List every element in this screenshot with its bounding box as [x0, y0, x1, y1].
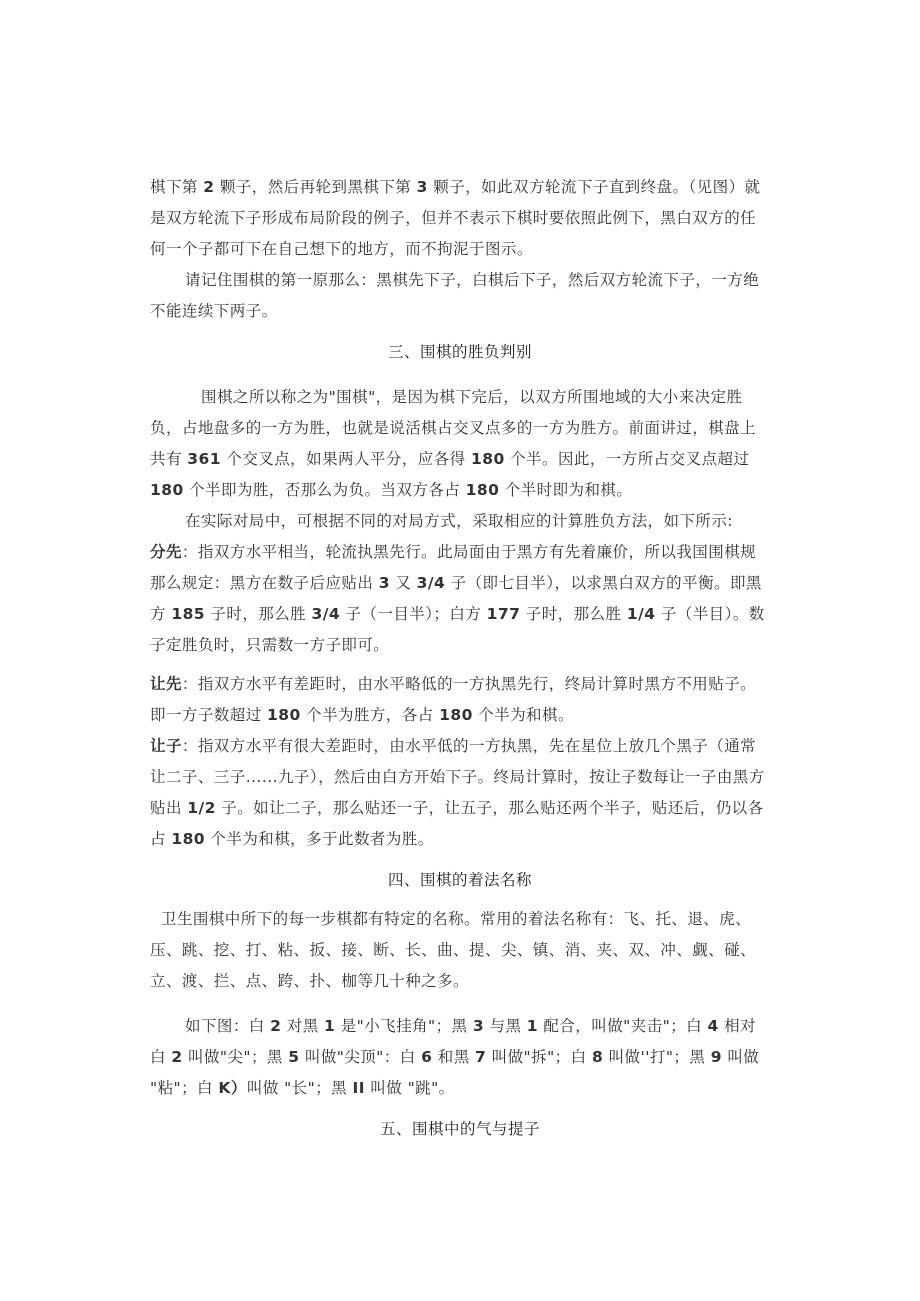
paragraph-scoring: 围棋之所以称之为"围棋"，是因为棋下完后，以双方所围地域的大小来决定胜负，占地盘多的一方为胜，也就是说活棋占交叉点多的一方为胜方。前面讲过，棋盘上共有 361 个交叉点，如果两人平分，应各得 180 个半。因此，一方所占交叉点超过 180 个半即为胜，否那么为负。当双方各占 180 个半时即为和棋。 — [150, 388, 757, 499]
paragraph-diagram-moves: 如下图：白 2 对黑 1 是"小飞挂角"；黑 3 与黑 1 配合，叫做"夹击"；白 4 相对白 2 叫做"尖"；黑 5 叫做"尖顶"：白 6 和黑 7 叫做"拆"；白 8 叫做''打"；黑 9 叫做 "粘"；白 K）叫做 "长"；黑 II 叫做 "跳"。 — [150, 1017, 760, 1097]
paragraph-move-names: 卫生围棋中所下的每一步棋都有特定的名称。常用的着法名称有：飞、托、退、虎、压、跳、挖、打、粘、扳、接、断、长、曲、提、尖、镇、消、夹、双、冲、觑、碰、立、渡、拦、点、跨、扑、枷等几十种之多。 — [150, 910, 757, 990]
paragraph-black-first: 让先：指双方水平有差距时，由水平略低的一方执黑先行，终局计算时黑方不用贴子。即一方子数超过 180 个半为胜方，各占 180 个半为和棋。 — [150, 675, 757, 724]
section-heading-liberties: 五、围棋中的气与提子 — [379, 1120, 540, 1138]
term-label: 让子 — [150, 737, 182, 755]
paragraph-even-game: 分先：指双方水平相当，轮流执黑先行。此局面由于黑方有先着廉价，所以我国围棋规那么规定：黑方在数子后应贴出 3 又 3/4 子（即七目半），以求黑白双方的平衡。即黑方 185 子时，那么胜 3/4 子（一目半）；白方 177 子时，那么胜 1/4 子（半目）。数子定胜负时，只需数一方子即可。 — [150, 543, 765, 654]
paragraph-turn-order: 棋下第 2 颗子，然后再轮到黑棋下第 3 颗子，如此双方轮流下子直到终盘。（见图）就是双方轮流下子形成布局阶段的例子，但并不表示下棋时要依照此例下，黑白双方的任何一个子都可下在自己想下的地方，而不拘泥于图示。 — [150, 178, 761, 258]
term-label: 让先 — [150, 675, 182, 693]
section-heading-win-loss: 三、围棋的胜负判别 — [387, 343, 532, 361]
section-heading-move-names: 四、围棋的着法名称 — [387, 871, 532, 889]
paragraph-first-principle: 请记住围棋的第一原那么：黑棋先下子，白棋后下子，然后双方轮流下子，一方绝不能连续下两子。 — [150, 271, 760, 320]
paragraph-actual-play: 在实际对局中，可根据不同的对局方式，采取相应的计算胜负方法，如下所示: — [185, 512, 733, 530]
paragraph-handicap: 让子：指双方水平有很大差距时，由水平低的一方执黑，先在星位上放几个黑子（通常让二子、三子......九子），然后由白方开始下子。终局计算时，按让子数每让一子由黑方贴出 1/2 子。如让二子，那么贴还一子，让五子，那么贴还两个半子，贴还后，仍以各占 180 个半为和棋，多于此数者为胜。 — [150, 737, 765, 848]
document-body — [150, 172, 770, 1145]
term-label: 分先 — [150, 543, 182, 561]
